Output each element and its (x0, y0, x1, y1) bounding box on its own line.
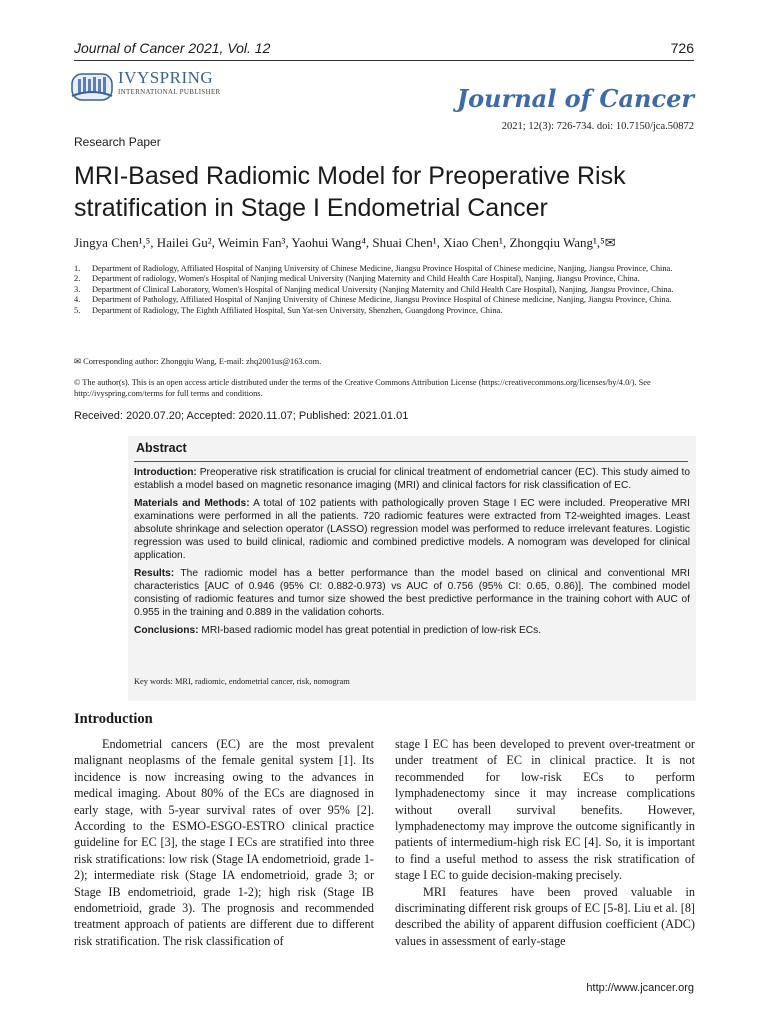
affiliation-item: 3. Department of Clinical Laboratory, Women's Hospital of Nanjing medical University (Nanjing Maternity and Child Health Care Hospital), Nanjing, Jiangsu Province, China. (74, 284, 674, 294)
journal-line: Journal of Cancer 2021, Vol. 12 (74, 40, 271, 56)
abstract-body: Introduction: Preoperative risk stratification is crucial for clinical treatment of endometrial cancer (EC). This study aimed to establish a model based on magnetic resonance imaging (MRI) and clinical factors for risk classification of EC. Materials and Methods: A total of 102 patients with pathologically proven Stage I EC were included. Preoperative MRI examinations were performed in all the patients. 720 radiomic features were extracted from T2-weighted images. Least absolute shrinkage and selection operator (LASSO) regression model was performed to reduce irrelevant features. Logistic regression was used to build clinical, radiomic and combined predictive models. A nomogram was developed for clinical application. Results: The radiomic model has a better performance than the model based on clinical and conventional MRI characteristics [AUC of 0.946 (95% CI: 0.882-0.973) vs AUC of 0.756 (95% CI: 0.65, 0.86)]. The combined model consisting of radiomic features and tumor size showed the best predictive performance in the training cohort with AUC of 0.955 in the training and 0.889 in the validation cohorts. Conclusions: MRI-based radiomic model has great potential in prediction of low-risk ECs. (134, 467, 690, 636)
introduction-heading: Introduction (74, 711, 153, 727)
publisher-name: IVYSPRING (118, 68, 214, 87)
paper-title: MRI-Based Radiomic Model for Preoperative Risk stratification in Stage I Endometrial Cancer (74, 162, 626, 222)
abstract-box (128, 436, 696, 701)
paragraph: Endometrial cancers (EC) are the most prevalent malignant neoplasms of the female genital system [1]. Its incidence is now increasing owing to the advances in medical imaging. About 80% of the ECs are diagnosed in early stage, with 5-year survival rates of over 95% [2]. According to the ESMO-ESGO-ESTRO clinical practice guideline for EC [3], the stage I ECs are stratified into three risk stratifications: low risk (Stage IA endometrioid, grade 1-2); intermediate risk (Stage IA endometrioid, grade 3; or Stage IB endometrioid, grade 1-2); high risk (Stage IB endometrioid, grade 3). The prognosis and recommended treatment approach of patients are different due to different risk stratification. The risk classification of (74, 737, 374, 948)
paper-type: Research Paper (74, 135, 161, 149)
affiliation-item: 5. Department of Radiology, The Eighth Affiliated Hospital, Sun Yat-sen University, Shenzhen, Guangdong Province, China. (74, 305, 503, 315)
publisher-sub: INTERNATIONAL PUBLISHER (118, 88, 221, 96)
affiliation-item: 4. Department of Pathology, Affiliated Hospital of Nanjing University of Chinese Medicine, Jiangsu Province Hospital of Chinese medicine, Nanjing, Jiangsu Province, China. (74, 295, 672, 305)
affiliation-item: 1. Department of Radiology, Affiliated Hospital of Nanjing University of Chinese Medicine, Jiangsu Province Hospital of Chinese medicine, Nanjing, Jiangsu Province, China. (74, 264, 673, 273)
abstract-heading: Abstract (136, 441, 187, 455)
corresponding-author: ✉ Corresponding author: Zhongqiu Wang, E-mail: zhq2001us@163.com. (74, 357, 322, 366)
header-rule (74, 60, 694, 61)
journal-title: Journal of Cancer (456, 84, 694, 113)
dates: Received: 2020.07.20; Accepted: 2020.11.07; Published: 2021.01.01 (74, 410, 409, 422)
affiliation-item: 2. Department of radiology, Women's Hospital of Nanjing medical University (Nanjing Maternity and Child Health Care Hospital), Nanjing, Jiangsu Province, China. (74, 274, 640, 284)
paragraph: stage I EC has been developed to prevent over-treatment or under treatment of EC in clinical practice. It is not recommended for low-risk ECs to perform lymphadenectomy since it may increase complications without overall survival benefits. However, lymphadenectomy may improve the outcome significantly in patients of intermedium-high risk EC [4]. So, it is important to find a useful method to assess the risk stratification of stage I EC to guide decision-making precisely. (395, 737, 695, 883)
left-column (74, 736, 374, 949)
keywords: Key words: MRI, radiomic, endometrial cancer, risk, nomogram (134, 677, 350, 686)
abstract-rule (134, 461, 688, 462)
authors: Jingya Chen¹,⁵, Hailei Gu², Weimin Fan³, Yaohui Wang⁴, Shuai Chen¹, Xiao Chen¹, Zhongqiu Wang¹,⁵✉ (74, 235, 616, 250)
right-column (395, 736, 695, 949)
ivyspring-logo-icon (70, 70, 114, 104)
citation: 2021; 12(3): 726-734. doi: 10.7150/jca.50872 (501, 121, 694, 132)
paragraph: MRI features have been proved valuable in discriminating different risk groups of EC [5-8]. Liu et al. [8] described the ability of apparent diffusion coefficient (ADC) values in assessment of early-stage (395, 884, 695, 948)
affiliations (74, 264, 694, 316)
page-number: 726 (670, 40, 694, 56)
license-text: © The author(s). This is an open access article distributed under the terms of the Creative Commons Attribution License (https://creativecommons.org/licenses/by/4.0/). See http://ivyspring.com/terms for full terms and conditions. (74, 378, 651, 398)
footer-url[interactable]: http://www.jcancer.org (586, 982, 694, 994)
